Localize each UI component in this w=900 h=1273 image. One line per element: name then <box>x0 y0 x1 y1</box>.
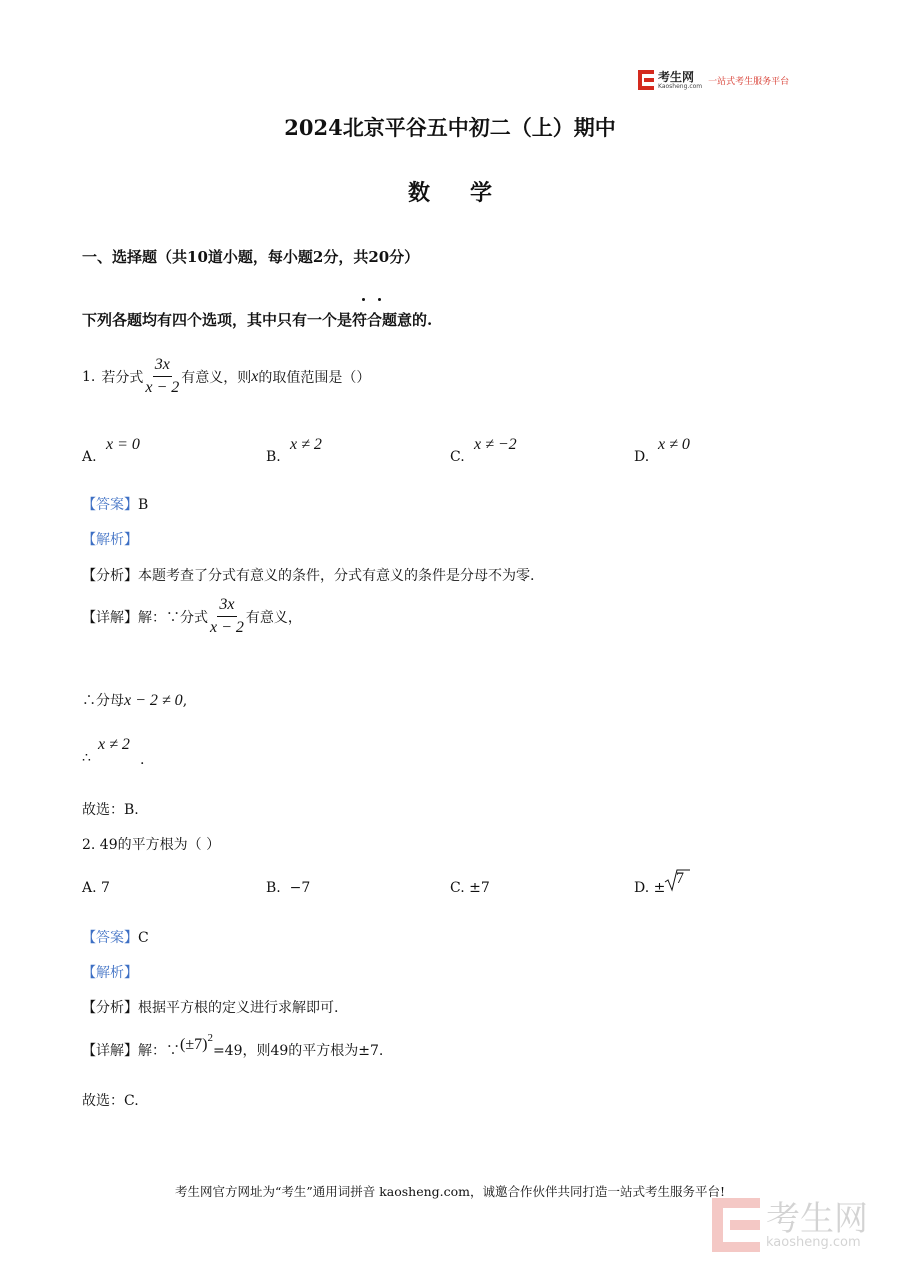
kaosheng-logo-icon <box>638 70 654 90</box>
option-a: x = 0 <box>106 436 140 453</box>
analysis-line <box>82 997 338 1017</box>
analysis-tag: 【解析】 <box>82 532 138 548</box>
section-heading: 一、选择题（共10道小题，每小题2分，共20分） <box>82 248 420 266</box>
math-variable: x <box>251 367 259 385</box>
option-d: x ≠ 0 <box>658 436 690 453</box>
option-letter: B. <box>266 880 281 896</box>
logo-slogan: 一站式考生服务平台 <box>708 76 790 87</box>
watermark <box>712 1198 868 1252</box>
option-c: x ≠ −2 <box>474 436 517 453</box>
detail-line <box>82 596 302 637</box>
option-letter: A. <box>82 880 97 896</box>
analysis-tag: 【解析】 <box>82 965 138 981</box>
question-text: 的取值范围是（） <box>258 369 371 386</box>
answer-value: B <box>138 497 149 513</box>
detail-line <box>82 1032 384 1060</box>
option-letter: C. <box>450 880 465 896</box>
watermark-domain: kaosheng.com <box>766 1234 861 1250</box>
conclusion: 故选：C. <box>82 1093 139 1109</box>
option-text: ± <box>653 880 666 896</box>
detail-math-base: (±7) <box>180 1036 208 1053</box>
option-c-letter: C. <box>450 449 465 465</box>
detail-tag: 【详解】 <box>82 1043 138 1059</box>
question-2-stem: 2. 49的平方根为（ ） <box>82 837 221 853</box>
fraction <box>143 356 181 397</box>
exam-title: 2024北京平谷五中初二（上）期中 <box>284 115 616 140</box>
emphasis-dot <box>362 298 365 301</box>
option-b: x ≠ 2 <box>290 436 322 453</box>
fenxi-tag: 【分析】 <box>82 568 138 584</box>
question-number: 1. <box>82 368 96 385</box>
radicand: 7 <box>676 870 684 887</box>
watermark-logo-icon <box>712 1198 760 1252</box>
detail-text: 解：∵分式 <box>138 609 208 626</box>
option-text: 7 <box>101 880 110 896</box>
question-1-stem <box>82 356 370 397</box>
fraction <box>208 596 246 637</box>
step-2-math: x ≠ 2 <box>98 736 130 753</box>
step-text: , <box>182 693 188 709</box>
detail-math-exponent: 2 <box>207 1032 213 1044</box>
conclusion: 故选：B. <box>82 802 139 818</box>
emphasis-dot <box>378 298 381 301</box>
option-text: −7 <box>289 880 311 896</box>
question-text: 若分式 <box>101 369 144 386</box>
step-text: ∴分母 <box>82 693 124 709</box>
option-a-letter: A. <box>82 449 97 465</box>
option-letter: D. <box>634 880 650 896</box>
option-text: ±7 <box>469 880 490 896</box>
detail-tag: 【详解】 <box>82 609 138 626</box>
answer-line <box>82 927 149 947</box>
answer-value: C <box>138 930 149 946</box>
step-2-period: . <box>140 752 145 768</box>
option-a <box>82 880 110 896</box>
detail-text: 解：∵ <box>138 1043 180 1059</box>
detail-text: 有意义， <box>245 609 302 626</box>
fraction-numerator: 3x <box>153 356 172 377</box>
fraction-numerator: 3x <box>217 596 236 617</box>
answer-tag: 【答案】 <box>82 930 138 946</box>
option-b-letter: B. <box>266 449 281 465</box>
fenxi-text: 根据平方根的定义进行求解即可. <box>138 1000 339 1016</box>
question-text: 有意义，则 <box>181 369 252 386</box>
subject-title: 数学 <box>407 180 532 206</box>
section-instruction: 下列各题均有四个选项，其中只有一个是符合题意的. <box>82 311 433 329</box>
option-d-letter: D. <box>634 449 650 465</box>
step-1 <box>82 690 187 710</box>
watermark-name: 考生网 <box>766 1198 868 1239</box>
fraction-denominator: x − 2 <box>210 619 244 636</box>
detail-text: =49，则49的平方根为±7. <box>212 1043 384 1059</box>
fraction-denominator: x − 2 <box>145 379 180 396</box>
therefore-symbol: ∴ <box>82 750 91 766</box>
logo-domain: Kaosheng.com <box>658 82 703 90</box>
step-math: x − 2 ≠ 0 <box>124 692 183 709</box>
logo-name: 考生网 <box>658 69 695 84</box>
footer-note: 考生网官方网址为“考生”通用词拼音 kaosheng.com，诚邀合作伙伴共同打造一站式考生服务平台! <box>174 1184 726 1199</box>
option-d <box>634 880 665 896</box>
answer-tag: 【答案】 <box>82 497 138 513</box>
kaosheng-logo[interactable] <box>638 70 789 90</box>
option-b <box>266 880 310 896</box>
option-c <box>450 880 490 896</box>
fenxi-tag: 【分析】 <box>82 1000 138 1016</box>
fenxi-text: 本题考查了分式有意义的条件，分式有意义的条件是分母不为零. <box>138 568 535 584</box>
answer-line <box>82 494 148 514</box>
analysis-line <box>82 565 534 585</box>
